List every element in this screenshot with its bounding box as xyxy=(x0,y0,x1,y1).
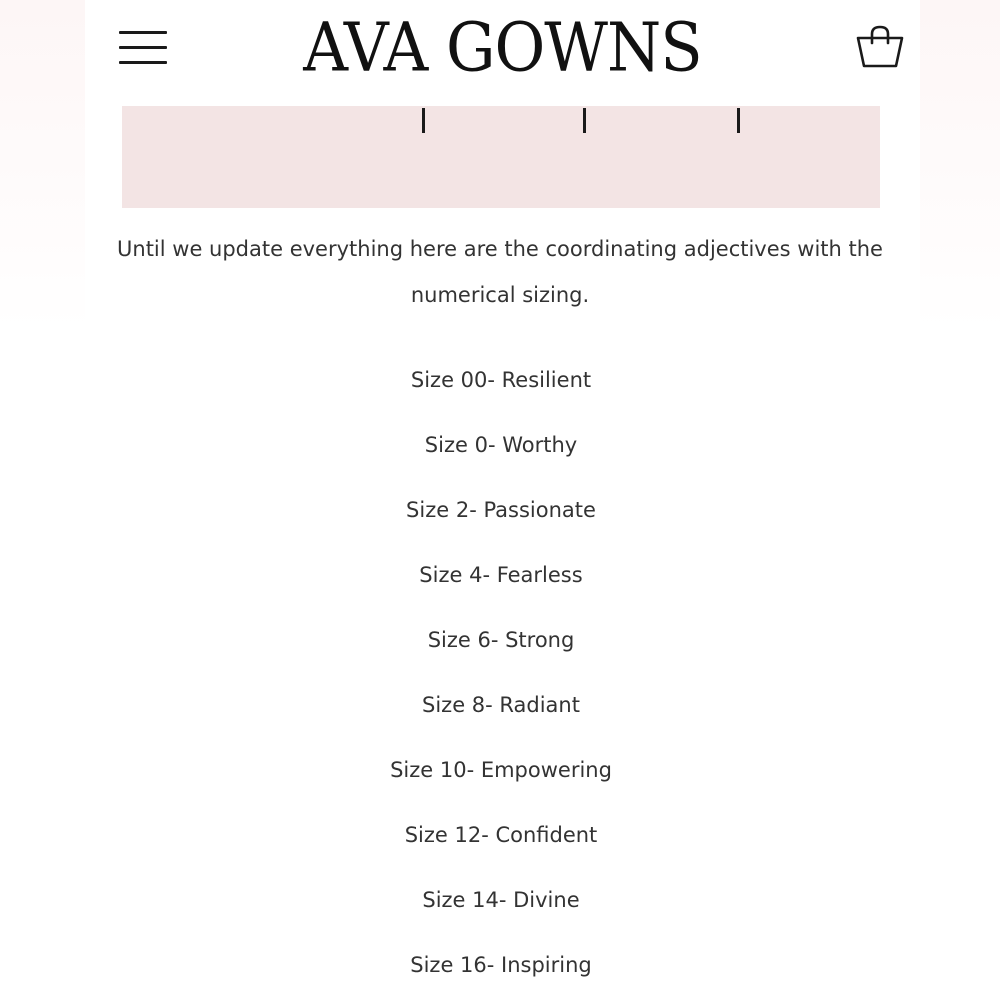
banner-tick-mark xyxy=(583,108,586,133)
intro-text xyxy=(105,226,895,318)
pink-banner xyxy=(122,106,880,208)
size-list xyxy=(85,360,917,1000)
size-item: Size 14- Divine xyxy=(422,888,580,912)
banner-tick-mark xyxy=(737,108,740,133)
size-item: Size 10- Empowering xyxy=(390,758,612,782)
cart-button[interactable] xyxy=(855,24,905,70)
banner-tick-mark xyxy=(422,108,425,133)
size-item: Size 12- Confident xyxy=(404,823,598,847)
right-edge-shade xyxy=(910,0,1000,330)
site-header xyxy=(85,0,920,100)
size-item: Size 16- Inspiring xyxy=(410,953,592,977)
brand-logo[interactable]: AVA GOWNS xyxy=(303,8,702,87)
size-item: Size 2- Passionate xyxy=(406,498,596,522)
intro-line: Until we update everything here are the coordinating adjectives with the xyxy=(117,237,883,261)
intro-line: numerical sizing. xyxy=(410,283,590,307)
size-item: Size 4- Fearless xyxy=(419,563,583,587)
size-item: Size 8- Radiant xyxy=(422,693,580,717)
shopping-bag-icon xyxy=(855,24,905,70)
size-item: Size 00- Resilient xyxy=(410,368,592,392)
page xyxy=(85,0,920,1000)
size-item: Size 0- Worthy xyxy=(424,433,578,457)
size-item: Size 6- Strong xyxy=(427,628,575,652)
left-edge-shade xyxy=(0,0,90,330)
